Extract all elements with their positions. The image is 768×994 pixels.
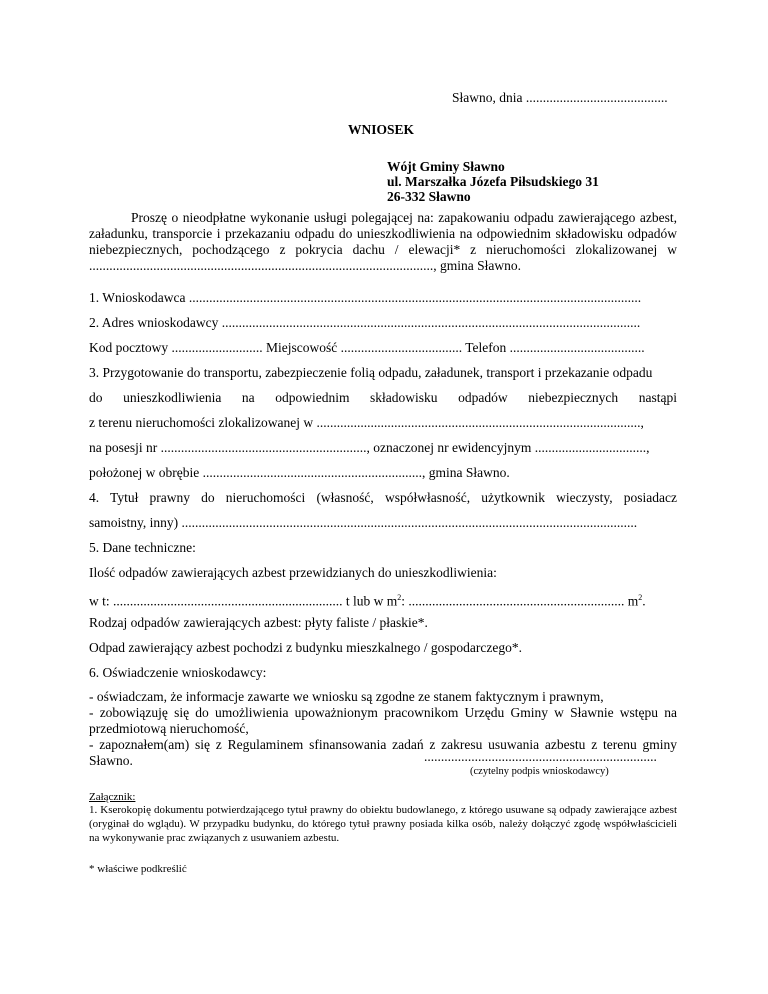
recipient-city: 26-332 Sławno <box>387 189 471 204</box>
field-obreb: położonej w obrębie ................................................................., gmina Sławno. <box>89 465 510 480</box>
field-wt <box>89 590 646 610</box>
signature-caption: (czytelny podpis wnioskodawcy) <box>470 766 609 777</box>
field-wt-end: . <box>642 593 646 609</box>
field-wnioskodawca: 1. Wnioskodawca ...................................................................................................................................... <box>89 290 642 305</box>
field-kod-miejscowosc-telefon: Kod pocztowy ........................... Miejscowość .................................... Telefon ........................................ <box>89 340 645 355</box>
field-wt-sup2: 2 <box>638 593 643 602</box>
footnote: * właściwe podkreślić <box>89 863 187 875</box>
section-4-line-2: samoistny, inny) ....................................................................................................................................... <box>89 515 638 530</box>
section-3-line-3: z terenu nieruchomości zlokalizowanej w ................................................................................................, <box>89 415 644 430</box>
field-wt-m2: : ................................................................ m <box>401 593 639 609</box>
section-4-line-1: 4. Tytuł prawny do nieruchomości (własność, współwłasność, użytkownik wieczysty, posiadacz <box>89 490 677 505</box>
intro-paragraph: Proszę o nieodpłatne wykonanie usługi polegającej na: zapakowaniu odpadu zawierającego azbest, załadunku, transporcie i przekazaniu odpadu do unieszkodliwienia na odpowiednim składowisku odpadów niebezpiecznych, pochodzącego z pokrycia dachu / elewacji* z nieruchomości zlokalizowanej w ......................................................................................................, gmina Sławno. <box>89 210 677 273</box>
signature-dots: ..................................................................... <box>424 749 657 764</box>
declaration-1: - oświadczam, że informacje zawarte we wniosku są zgodne ze stanem faktycznym i prawnym, <box>89 689 604 704</box>
section-3-line-2: do unieszkodliwienia na odpowiednim składowisku odpadów niebezpiecznych nastąpi <box>89 390 677 405</box>
section-6-heading: 6. Oświadczenie wnioskodawcy: <box>89 665 267 680</box>
field-ilosc: Ilość odpadów zawierających azbest przewidzianych do unieszkodliwienia: <box>89 565 497 580</box>
date-line: Sławno, dnia .......................................... <box>452 90 668 105</box>
field-wt-sup: 2 <box>397 593 402 602</box>
declaration-3: - zapoznałem(am) się z Regulaminem sfinansowania zadań z zakresu usuwania azbestu z terenu gminy Sławno. <box>89 737 677 768</box>
field-pochodzi: Odpad zawierający azbest pochodzi z budynku mieszkalnego / gospodarczego*. <box>89 640 522 655</box>
field-wt-tons: w t: .................................................................... t lub w m <box>89 593 398 609</box>
field-adres: 2. Adres wnioskodawcy ............................................................................................................................ <box>89 315 641 330</box>
recipient-name: Wójt Gminy Sławno <box>387 159 505 174</box>
attachment-text: 1. Kserokopię dokumentu potwierdzającego tytuł prawny do obiektu budowlanego, z którego usuwane są odpady zawierające azbest (oryginał do wglądu). W przypadku budynku, do którego tytuł prawny posiada kilka osób, należy dołączyć zgodę współwłaścicieli na wykonywanie prac związanych z usuwaniem azbestu. <box>89 804 677 844</box>
field-rodzaj: Rodzaj odpadów zawierających azbest: płyty faliste / płaskie*. <box>89 615 428 630</box>
recipient-street: ul. Marszałka Józefa Piłsudskiego 31 <box>387 174 599 189</box>
document-title: WNIOSEK <box>348 122 415 137</box>
section-3-line-1: 3. Przygotowanie do transportu, zabezpieczenie folią odpadu, załadunek, transport i przekazanie odpadu <box>89 365 653 380</box>
section-5-heading: 5. Dane techniczne: <box>89 540 196 555</box>
field-posesja: na posesji nr ............................................................., oznaczonej nr ewidencyjnym ................................., <box>89 440 650 455</box>
attachment-heading: Załącznik: <box>89 791 136 803</box>
declaration-2: - zobowiązuję się do umożliwienia upoważnionym pracownikom Urzędu Gminy w Sławnie wstępu na przedmiotową nieruchomość, <box>89 705 677 736</box>
